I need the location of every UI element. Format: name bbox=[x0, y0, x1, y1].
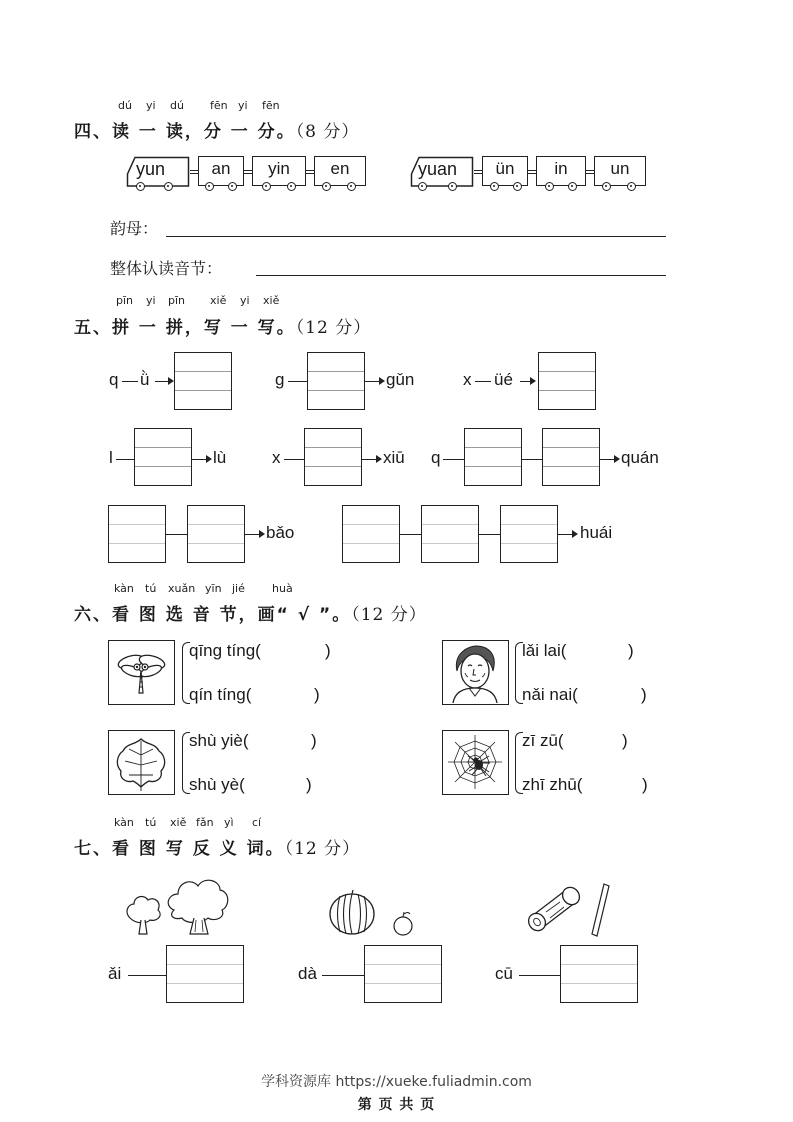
arrow-icon bbox=[259, 530, 265, 538]
section-6-title bbox=[74, 600, 427, 625]
answer-slot-1b[interactable] bbox=[262, 684, 312, 706]
train-1-car-2-label: an bbox=[211, 159, 231, 178]
opt-2a: lǎi lai( bbox=[522, 641, 567, 660]
r1c-final: üé bbox=[494, 370, 513, 389]
ruby-xuan: xuǎn bbox=[168, 582, 196, 595]
wheel bbox=[262, 182, 271, 191]
grandmother-icon bbox=[442, 640, 509, 705]
connector bbox=[192, 459, 206, 460]
antonym-2-pinyin: dà bbox=[298, 964, 317, 983]
ruby-jie: jié bbox=[232, 582, 245, 595]
section-5-period: 。 bbox=[276, 318, 296, 338]
connector bbox=[166, 534, 187, 535]
r3b-result: huái bbox=[580, 523, 613, 542]
opt-2b-close: ) bbox=[641, 685, 647, 704]
ruby-kan: kàn bbox=[114, 582, 134, 595]
arrow-icon bbox=[379, 377, 385, 385]
r1b-initial: g bbox=[275, 370, 285, 389]
yunmu-answer-line[interactable] bbox=[166, 236, 666, 237]
antonym-2-write-box[interactable] bbox=[364, 945, 442, 1003]
yunmu-label: 韵母： bbox=[110, 219, 159, 238]
connector bbox=[288, 381, 307, 382]
zhengti-label: 整体认读音节： bbox=[110, 259, 223, 278]
answer-slot-3a[interactable] bbox=[262, 730, 310, 752]
r2b-result: xiū bbox=[383, 448, 405, 467]
r1a-write-box[interactable] bbox=[174, 352, 232, 410]
wheel bbox=[448, 182, 457, 191]
r1a-final: ǜ bbox=[140, 370, 150, 389]
opt-3a-close: ) bbox=[311, 731, 317, 750]
train-2-car-3 bbox=[536, 156, 586, 186]
opt-3a: shù yiè( bbox=[189, 731, 249, 750]
ruby-du1: dú bbox=[118, 99, 132, 112]
train-1-car-2 bbox=[198, 156, 244, 186]
coupler bbox=[528, 170, 536, 174]
train-2-car-2 bbox=[482, 156, 528, 186]
arrow-icon bbox=[572, 530, 578, 538]
answer-slot-3b[interactable] bbox=[257, 774, 305, 796]
r3b-write-box-3[interactable] bbox=[500, 505, 558, 563]
r3b-write-box-1[interactable] bbox=[342, 505, 400, 563]
r1b-write-box[interactable] bbox=[307, 352, 365, 410]
opt-1a: qīng tíng( bbox=[189, 641, 261, 660]
answer-slot-4b[interactable] bbox=[592, 774, 640, 796]
wheel bbox=[164, 182, 173, 191]
train-1-car-3-label: yin bbox=[268, 159, 290, 178]
ruby-kan: kàn bbox=[114, 816, 134, 829]
opt-4a: zī zū( bbox=[522, 731, 564, 750]
wheel bbox=[205, 182, 214, 191]
footer-source: 学科资源库 https://xueke.fuliadmin.com bbox=[261, 1074, 532, 1090]
connector bbox=[116, 459, 134, 460]
ruby-fen2: fēn bbox=[262, 99, 280, 112]
r2c-write-box-1[interactable] bbox=[464, 428, 522, 486]
section-4-title-text: 四、读 一 读，分 一 分 bbox=[74, 122, 277, 142]
section-7-period: 。 bbox=[265, 839, 285, 859]
ruby-tu: tú bbox=[145, 582, 157, 595]
connector bbox=[365, 381, 379, 382]
ruby-yi2: yi bbox=[240, 294, 250, 307]
leaf-icon bbox=[108, 730, 175, 795]
wheel bbox=[228, 182, 237, 191]
antonym-3-write-box[interactable] bbox=[560, 945, 638, 1003]
arrow-icon bbox=[614, 455, 620, 463]
wheel bbox=[568, 182, 577, 191]
section-7-score: （12 分） bbox=[284, 839, 361, 859]
ruby-xie: xiě bbox=[170, 816, 187, 829]
answer-slot-4a[interactable] bbox=[572, 730, 620, 752]
coupler bbox=[474, 170, 482, 174]
wheel bbox=[490, 182, 499, 191]
r2a-result: lù bbox=[213, 448, 227, 467]
train-2-car-1: yuan bbox=[418, 159, 458, 179]
train-1-car-1: yun bbox=[136, 159, 166, 179]
spider-icon bbox=[442, 730, 509, 795]
connector bbox=[155, 381, 169, 382]
section-6-title-text: 六、看 图 选 音 节，画“ √ ” bbox=[74, 605, 333, 625]
wheel bbox=[545, 182, 554, 191]
ruby-yin: yīn bbox=[205, 582, 222, 595]
opt-1a-close: ) bbox=[325, 641, 331, 660]
connector bbox=[479, 534, 500, 535]
connector bbox=[322, 975, 364, 976]
train-2-car-4 bbox=[594, 156, 646, 186]
coupler bbox=[190, 170, 198, 174]
ruby-pin1: pīn bbox=[116, 294, 134, 307]
watermelon-apple-icon bbox=[326, 888, 420, 938]
section-4-title bbox=[74, 117, 359, 142]
r2a-write-box[interactable] bbox=[134, 428, 192, 486]
trees-icon bbox=[124, 870, 244, 938]
section-7-title bbox=[74, 834, 360, 859]
connector bbox=[362, 459, 376, 460]
opt-3b: shù yè( bbox=[189, 775, 245, 794]
r2b-write-box[interactable] bbox=[304, 428, 362, 486]
ruby-ci: cí bbox=[252, 816, 262, 829]
wheel bbox=[627, 182, 636, 191]
ruby-yi1: yi bbox=[146, 99, 156, 112]
train-1-car-3 bbox=[252, 156, 306, 186]
answer-slot-2b[interactable] bbox=[592, 684, 640, 706]
wheel bbox=[602, 182, 611, 191]
coupler bbox=[306, 170, 314, 174]
r2c-write-box-2[interactable] bbox=[542, 428, 600, 486]
opt-3b-close: ) bbox=[306, 775, 312, 794]
r3a-write-box-1[interactable] bbox=[108, 505, 166, 563]
zhengti-answer-line[interactable] bbox=[256, 275, 666, 276]
ruby-fan: fǎn bbox=[196, 816, 214, 829]
r2c-initial: q bbox=[431, 448, 441, 467]
ruby-yi1: yi bbox=[146, 294, 156, 307]
r3a-result: bǎo bbox=[266, 523, 295, 542]
arrow-icon bbox=[376, 455, 382, 463]
r1a-initial: q bbox=[109, 370, 119, 389]
connector bbox=[558, 534, 572, 535]
wheel bbox=[136, 182, 145, 191]
connector bbox=[245, 534, 259, 535]
wheel bbox=[347, 182, 356, 191]
train-2-car-2-label: ün bbox=[495, 159, 515, 178]
answer-slot-1a[interactable] bbox=[272, 640, 322, 662]
ruby-xie1: xiě bbox=[210, 294, 227, 307]
train-2-car-4-label: un bbox=[610, 159, 630, 178]
opt-1b: qín tíng( bbox=[189, 685, 252, 704]
ruby-xie2: xiě bbox=[263, 294, 280, 307]
section-5-title bbox=[74, 313, 371, 338]
wheel bbox=[513, 182, 522, 191]
connector bbox=[400, 534, 421, 535]
connector bbox=[443, 459, 464, 460]
section-5-title-text: 五、拼 一 拼，写 一 写 bbox=[74, 318, 277, 338]
train-2-car-3-label: in bbox=[554, 159, 568, 178]
ruby-pin2: pīn bbox=[168, 294, 186, 307]
opt-4b: zhī zhū( bbox=[522, 775, 583, 794]
antonym-3-pinyin: cū bbox=[495, 964, 513, 983]
section-4-period: 。 bbox=[276, 122, 296, 142]
section-6-score: （12 分） bbox=[351, 605, 427, 625]
r1c-initial: x bbox=[463, 370, 472, 389]
section-4-score: （8 分） bbox=[295, 122, 360, 142]
ruby-yi2: yi bbox=[238, 99, 248, 112]
r1c-write-box[interactable] bbox=[538, 352, 596, 410]
train-1-car-4 bbox=[314, 156, 366, 186]
r2a-initial: l bbox=[109, 448, 113, 467]
connector bbox=[122, 381, 138, 382]
opt-1b-close: ) bbox=[314, 685, 320, 704]
coupler bbox=[586, 170, 594, 174]
wheel bbox=[322, 182, 331, 191]
ruby-fen1: fēn bbox=[210, 99, 228, 112]
r3b-write-box-2[interactable] bbox=[421, 505, 479, 563]
r2b-initial: x bbox=[272, 448, 281, 467]
connector bbox=[475, 381, 491, 382]
opt-2b: nǎi nai( bbox=[522, 685, 578, 704]
train-1-car-4-label: en bbox=[330, 159, 350, 178]
r1b-result: gǔn bbox=[386, 370, 415, 389]
ruby-du2: dú bbox=[170, 99, 184, 112]
ruby-tu: tú bbox=[145, 816, 157, 829]
footer-page: 第 页 共 页 bbox=[357, 1097, 436, 1113]
arrow-icon bbox=[530, 377, 536, 385]
connector bbox=[128, 975, 166, 976]
antonym-1-write-box[interactable] bbox=[166, 945, 244, 1003]
answer-slot-2a[interactable] bbox=[578, 640, 626, 662]
ruby-hua: huà bbox=[272, 582, 293, 595]
section-7-title-text: 七、看 图 写 反 义 词 bbox=[74, 839, 266, 859]
section-6-period: 。 bbox=[332, 605, 352, 625]
wheel bbox=[287, 182, 296, 191]
connector bbox=[284, 459, 304, 460]
coupler bbox=[244, 170, 252, 174]
connector bbox=[600, 459, 614, 460]
r3a-write-box-2[interactable] bbox=[187, 505, 245, 563]
connector bbox=[519, 975, 560, 976]
opt-4a-close: ) bbox=[622, 731, 628, 750]
opt-2a-close: ) bbox=[628, 641, 634, 660]
ruby-yi: yì bbox=[224, 816, 234, 829]
dragonfly-icon bbox=[108, 640, 175, 705]
log-stick-icon bbox=[520, 880, 616, 938]
arrow-icon bbox=[206, 455, 212, 463]
connector bbox=[522, 459, 542, 460]
wheel bbox=[418, 182, 427, 191]
section-5-score: （12 分） bbox=[295, 318, 372, 338]
r2c-result: quán bbox=[621, 448, 659, 467]
opt-4b-close: ) bbox=[642, 775, 648, 794]
antonym-1-pinyin: ǎi bbox=[108, 964, 122, 983]
